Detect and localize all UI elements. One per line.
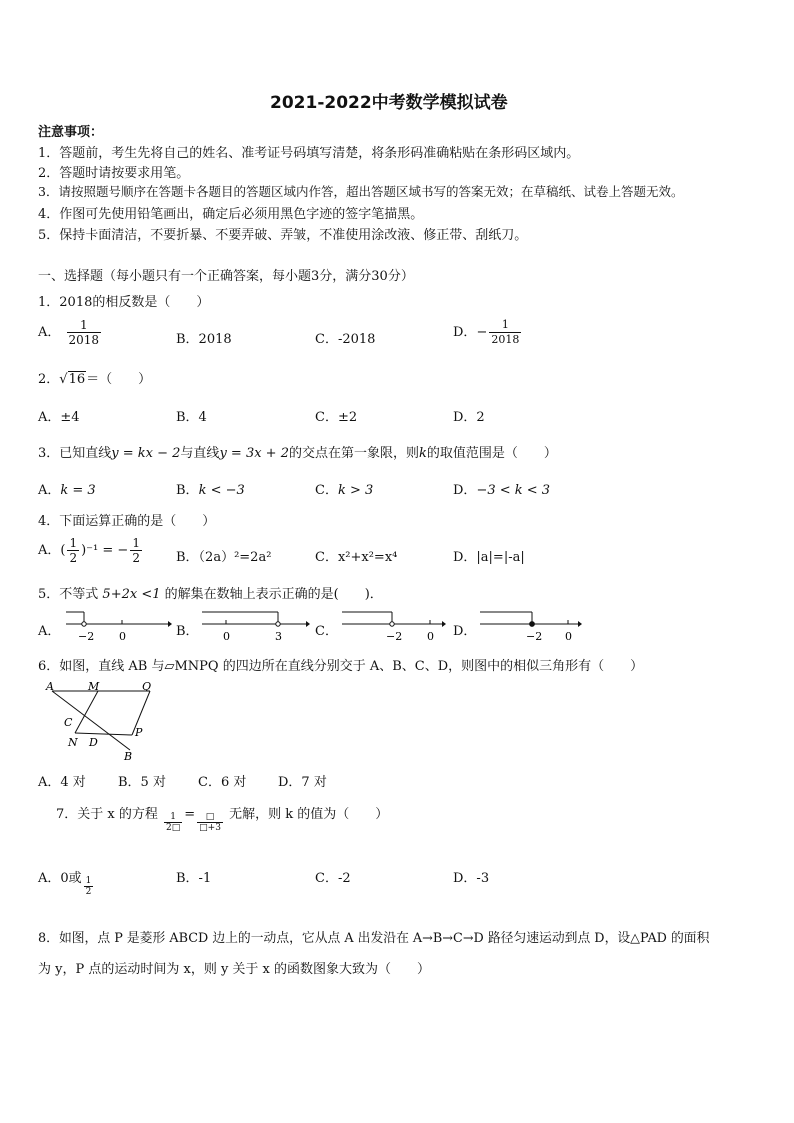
- q3-option-a[interactable]: A．k = 3: [38, 483, 96, 498]
- option-label: A．: [38, 325, 61, 340]
- minus-sign: −: [476, 325, 488, 340]
- svg-text:0: 0: [119, 630, 126, 643]
- svg-text:−2: −2: [386, 630, 403, 643]
- q6-option-b[interactable]: B．5 对: [118, 775, 166, 790]
- q1-option-a[interactable]: [38, 318, 103, 347]
- notice-item: 2．答题时请按要求用笔。: [38, 166, 190, 181]
- q6-geometry-figure: [40, 678, 170, 764]
- q4-option-d[interactable]: D．|a|=|-a|: [453, 550, 525, 565]
- question-3-stem: 3．已知直线y = kx − 2与直线y = 3x + 2的交点在第一象限，则k的取值范围是（ ）: [38, 446, 557, 461]
- q4-option-b[interactable]: B．（2a）²=2a²: [176, 550, 272, 565]
- svg-text:−2: −2: [526, 630, 543, 643]
- svg-text:3: 3: [275, 630, 282, 643]
- question-1-stem: 1．2018的相反数是（ ）: [38, 295, 210, 310]
- sqrt-expression: √16: [59, 372, 86, 387]
- fraction: $\frac{1}{2018}$: [68, 318, 100, 347]
- question-6-stem: 6．如图，直线 AB 与▱MNPQ 的四边所在直线分别交于 A、B、C、D，则图中的相似三角形有（ ）: [38, 659, 644, 674]
- number-line-c: [340, 610, 448, 644]
- q4-option-a[interactable]: A．( $\frac{1}{2}$ )⁻¹ = − $\frac{1}{2}$: [38, 536, 140, 565]
- page-title: 2021-2022中考数学模拟试卷: [270, 93, 508, 113]
- question-2-stem: 2．√16＝（ ）: [38, 372, 152, 387]
- svg-text:0: 0: [223, 630, 230, 643]
- svg-text:A: A: [46, 680, 54, 693]
- question-4-stem: 4．下面运算正确的是（ ）: [38, 514, 216, 529]
- q4-option-c[interactable]: C．x²+x²=x⁴: [315, 550, 398, 565]
- q7-option-c[interactable]: C．-2: [315, 871, 351, 886]
- question-8-stem: 8．如图，点 P 是菱形 ABCD 边上的一动点，它从点 A 出发沿在 A→B→C→D 路径匀速运动到点 D，设△PAD 的面积: [38, 931, 710, 946]
- notice-item: 3．请按照题号顺序在答题卡各题目的答题区域内作答，超出答题区域书写的答案无效；在草稿纸、试卷上答题无效。: [38, 184, 684, 199]
- q5-option-d[interactable]: D．: [453, 624, 477, 639]
- number-line-b: [200, 610, 312, 644]
- q3-option-d[interactable]: D．−3 < k < 3: [453, 483, 551, 498]
- q7-option-d[interactable]: D．-3: [453, 871, 490, 886]
- q1-option-d[interactable]: [453, 318, 523, 347]
- svg-text:−2: −2: [78, 630, 95, 643]
- svg-text:P: P: [135, 726, 143, 739]
- q6-option-d[interactable]: D．7 对: [278, 775, 327, 790]
- svg-text:B: B: [124, 750, 133, 763]
- q1-option-b[interactable]: B．2018: [176, 332, 232, 347]
- option-label: D．: [453, 325, 477, 340]
- q2-option-d[interactable]: D．2: [453, 410, 485, 425]
- svg-text:0: 0: [565, 630, 572, 643]
- q2-option-b[interactable]: B．4: [176, 410, 207, 425]
- q7-option-a[interactable]: A．0或 $\frac{1}{2}$: [38, 871, 92, 897]
- q3-option-b[interactable]: B．k < −3: [176, 483, 245, 498]
- number-line-d: [478, 610, 584, 644]
- q5-option-a[interactable]: A．: [38, 624, 61, 639]
- q2-option-a[interactable]: A．±4: [38, 410, 80, 425]
- notice-item: 1．答题前，考生先将自己的姓名、准考证号码填写清楚，将条形码准确粘贴在条形码区域内。: [38, 146, 580, 161]
- q5-option-b[interactable]: B．: [176, 624, 199, 639]
- notice-heading: 注意事项：: [38, 125, 104, 140]
- fraction: $\frac{1}{2018}$: [491, 318, 520, 346]
- q5-option-c[interactable]: C．: [315, 624, 338, 639]
- q2-option-c[interactable]: C．±2: [315, 410, 358, 425]
- question-5-stem: 5．不等式 5+2x <1 的解集在数轴上表示正确的是( )．: [38, 587, 383, 602]
- svg-text:C: C: [64, 716, 73, 729]
- q3-option-c[interactable]: C．k > 3: [315, 483, 374, 498]
- question-8-stem-cont: 为 y，P 点的运动时间为 x，则 y 关于 x 的函数图象大致为（ ）: [38, 962, 431, 977]
- svg-text:Q: Q: [142, 680, 152, 693]
- question-7-stem: 7．关于 x 的方程 $\frac{1}{2□}$ = $\frac{□}{□+3}$ 无解，则 k 的值为（ ）: [56, 807, 389, 833]
- svg-text:M: M: [88, 680, 100, 693]
- svg-text:N: N: [68, 736, 78, 749]
- svg-text:D: D: [89, 736, 98, 749]
- section-heading: 一、选择题（每小题只有一个正确答案，每小题3分，满分30分）: [38, 269, 414, 284]
- q6-option-a[interactable]: A．4 对: [38, 775, 86, 790]
- q6-option-c[interactable]: C．6 对: [198, 775, 247, 790]
- q1-option-c[interactable]: C．-2018: [315, 332, 376, 347]
- notice-item: 5．保持卡面清洁，不要折暴、不要弄破、弄皱，不准使用涂改液、修正带、刮纸刀。: [38, 228, 528, 243]
- notice-item: 4．作图可先使用铅笔画出，确定后必须用黑色字迹的签字笔描黑。: [38, 207, 424, 222]
- number-line-a: [64, 610, 172, 644]
- svg-text:0: 0: [427, 630, 434, 643]
- q7-option-b[interactable]: B．-1: [176, 871, 212, 886]
